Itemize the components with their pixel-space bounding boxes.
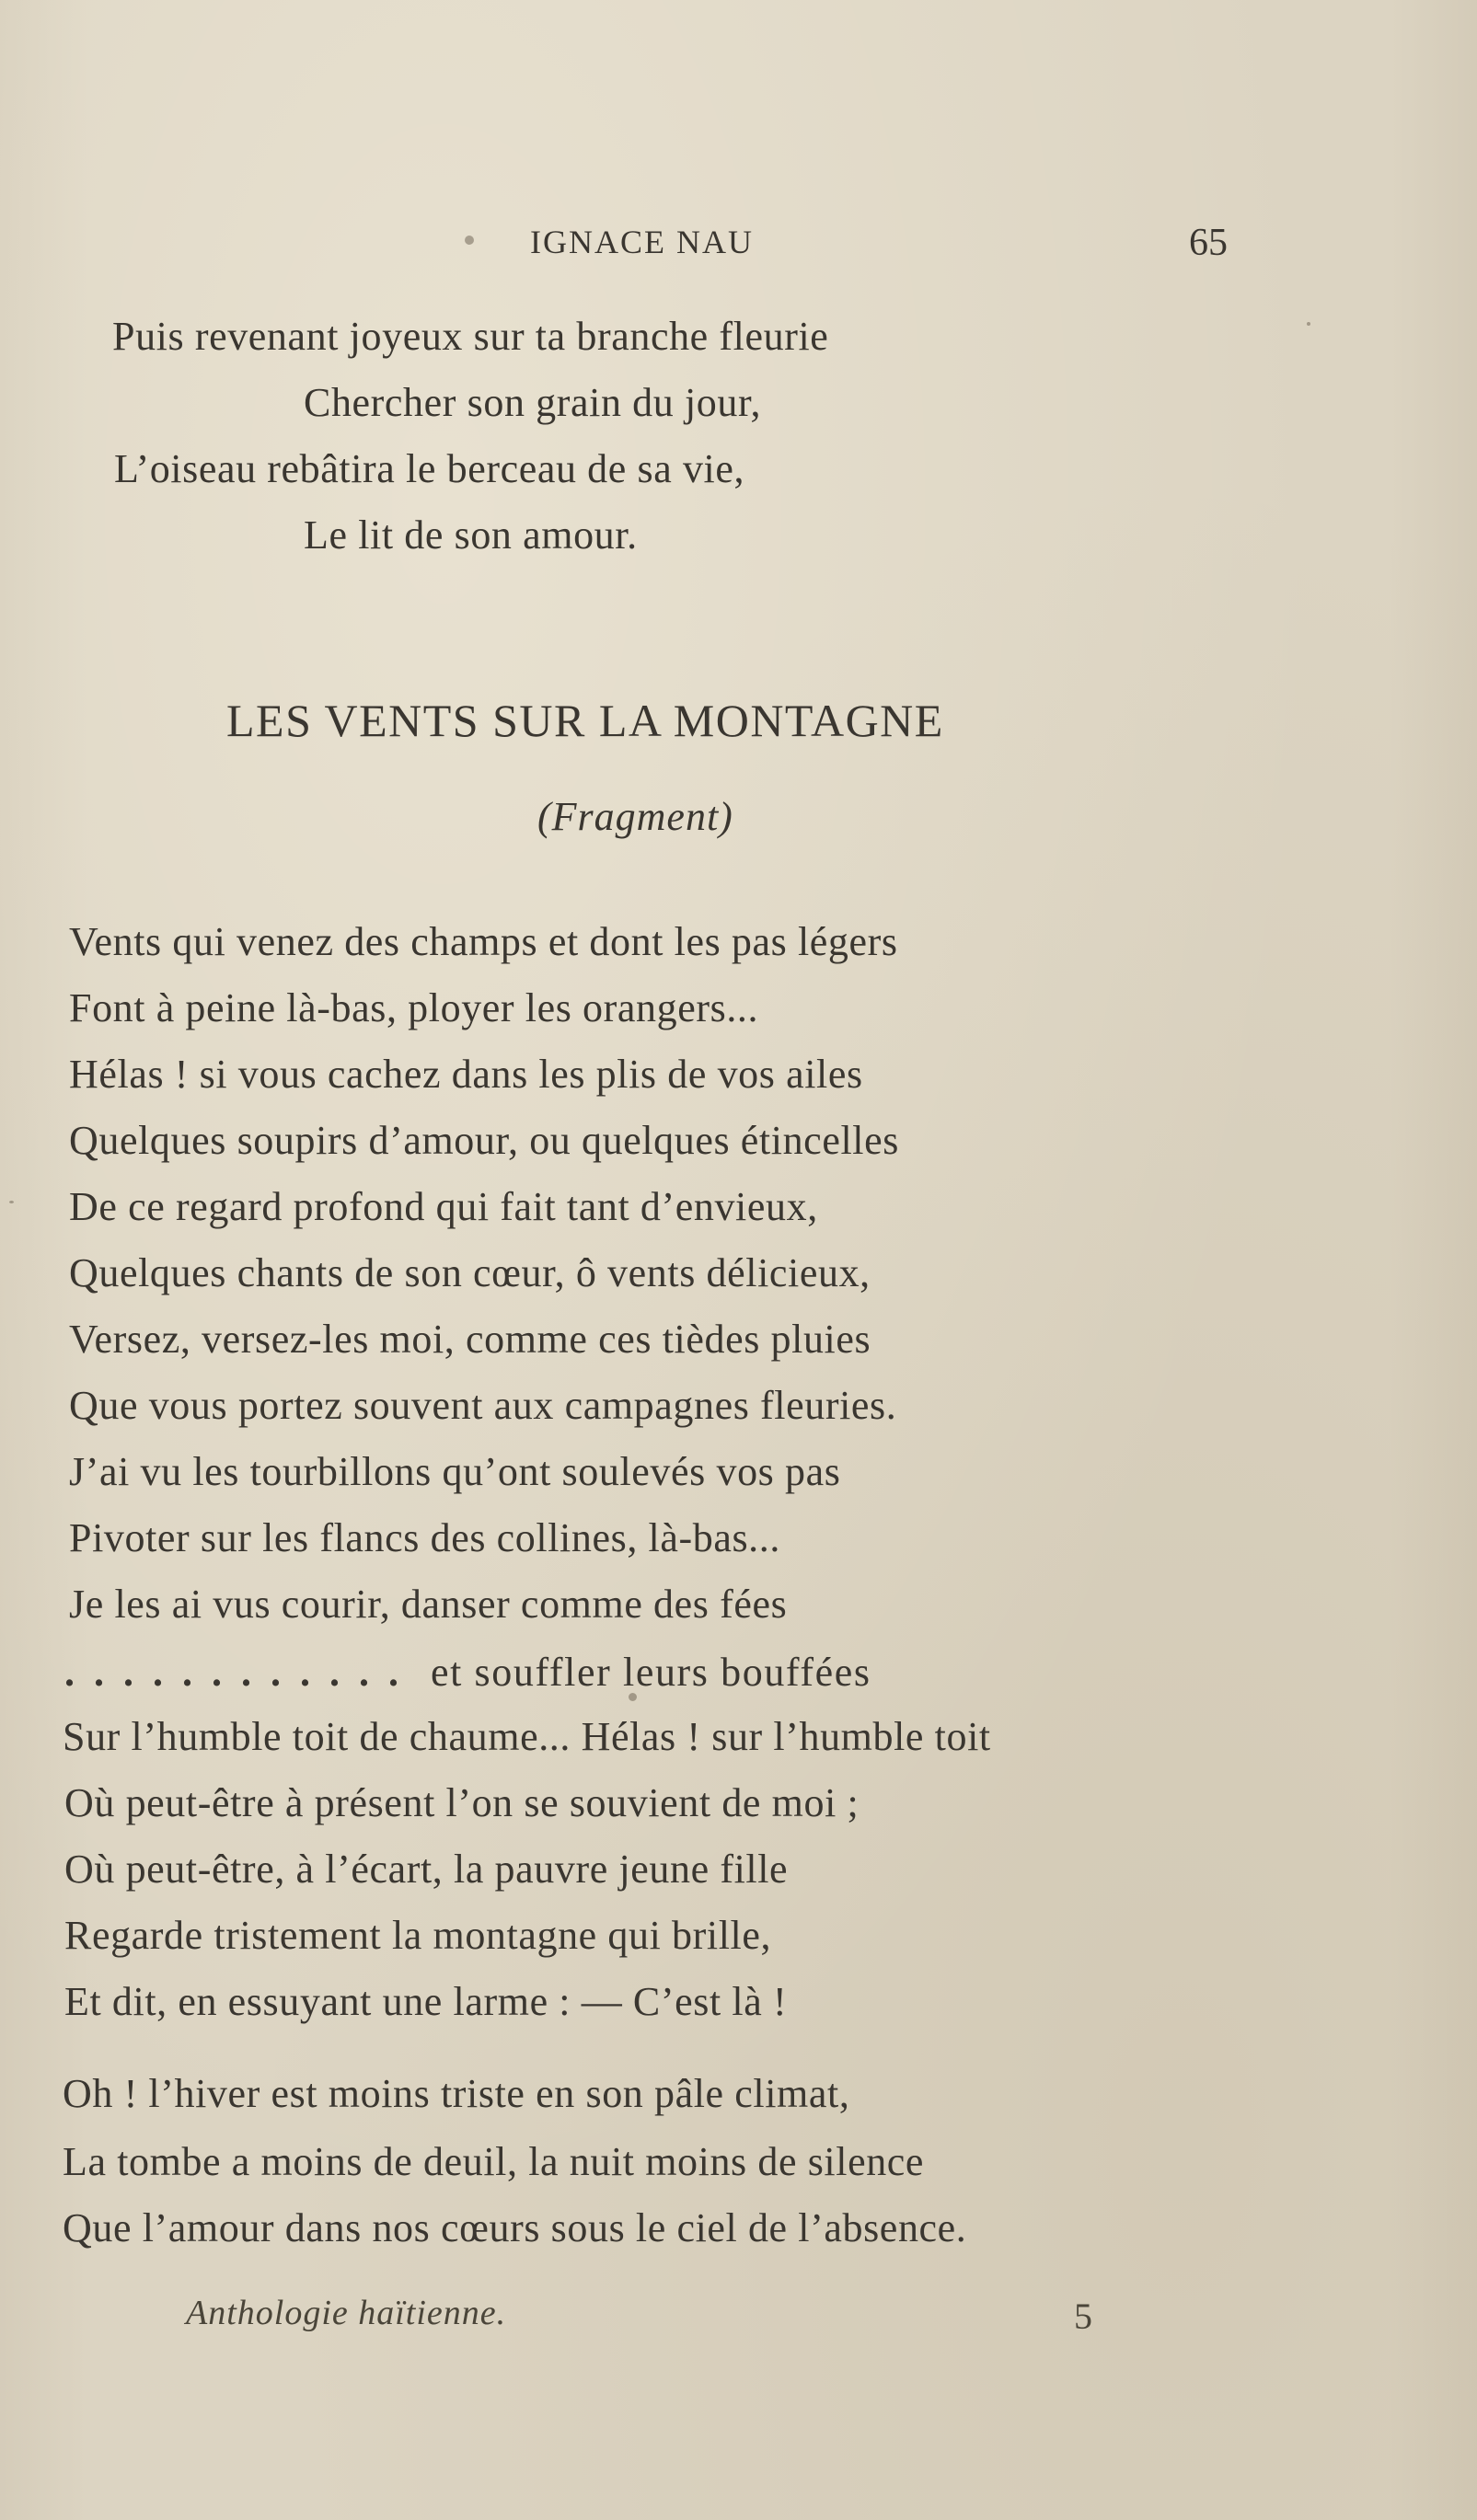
paper-speck [9, 1201, 14, 1203]
verse-line-5: De ce regard profond qui fait tant d’envieux, [69, 1184, 818, 1229]
poem-subtitle: (Fragment) [537, 794, 733, 839]
intro-line-3: L’oiseau rebâtira le berceau de sa vie, [114, 446, 745, 491]
verse-line-11: Je les ai vus courir, danser comme des fées [69, 1582, 788, 1627]
running-head: IGNACE NAU [530, 224, 754, 260]
verse-line-3: Hélas ! si vous cachez dans les plis de vos ailes [69, 1052, 863, 1097]
verse-line-2: Font à peine là-bas, ployer les orangers... [69, 985, 759, 1030]
ellipsis-line-text: et souffler leurs bouffées [431, 1650, 871, 1695]
signature-number: 5 [1074, 2296, 1092, 2337]
paper-speck [465, 236, 474, 245]
verse-line-14: Où peut-être, à l’écart, la pauvre jeune fille [64, 1847, 789, 1892]
intro-line-4: Le lit de son amour. [304, 512, 638, 558]
verse-line-17: Oh ! l’hiver est moins triste en son pâle climat, [63, 2071, 850, 2116]
verse-line-18: La tombe a moins de deuil, la nuit moins de silence [63, 2139, 925, 2184]
intro-line-1: Puis revenant joyeux sur ta branche fleurie [112, 314, 829, 359]
verse-line-10: Pivoter sur les flancs des collines, là-bas... [69, 1515, 780, 1560]
paper-speck [1307, 322, 1310, 326]
ellipsis-line [64, 1649, 1233, 1696]
intro-line-2: Chercher son grain du jour, [304, 380, 762, 425]
verse-line-7: Versez, versez-les moi, comme ces tièdes pluies [69, 1317, 871, 1362]
verse-line-1: Vents qui venez des champs et dont les pas légers [69, 919, 898, 964]
page-number: 65 [1189, 222, 1228, 264]
verse-line-19: Que l’amour dans nos cœurs sous le ciel de l’absence. [63, 2205, 967, 2250]
verse-line-8: Que vous portez souvent aux campagnes fleuries. [69, 1383, 897, 1428]
verse-line-6: Quelques chants de son cœur, ô vents délicieux, [69, 1250, 871, 1295]
poem-title: LES VENTS SUR LA MONTAGNE [226, 695, 944, 746]
verse-line-13: Où peut-être à présent l’on se souvient de moi ; [64, 1780, 860, 1825]
printer-signature: Anthologie haïtienne. [186, 2294, 507, 2332]
verse-line-15: Regarde tristement la montagne qui brille, [64, 1913, 772, 1958]
verse-line-16: Et dit, en essuyant une larme : — C’est là ! [64, 1979, 788, 2024]
verse-line-4: Quelques soupirs d’amour, ou quelques étincelles [69, 1118, 899, 1163]
ellipsis-dots: ............ [64, 1650, 418, 1695]
verse-line-9: J’ai vu les tourbillons qu’ont soulevés vos pas [69, 1449, 841, 1494]
verse-line-12: Sur l’humble toit de chaume... Hélas ! sur l’humble toit [63, 1714, 991, 1759]
paper-speck [629, 1693, 637, 1701]
